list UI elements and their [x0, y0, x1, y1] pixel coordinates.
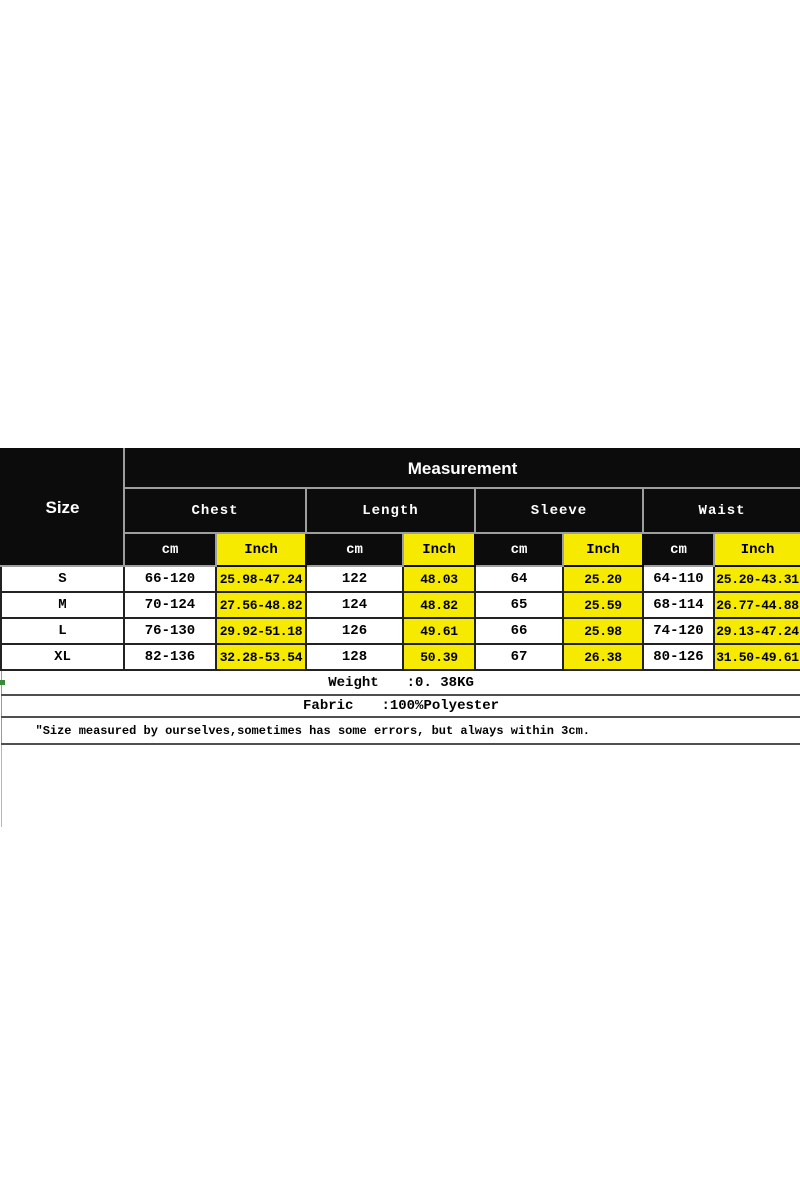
- length-inch-value: 48.03: [403, 566, 475, 592]
- length-cm-value: 128: [306, 644, 403, 670]
- size-chart-table: [0, 448, 800, 827]
- waist-inch-value: 29.13-47.24: [714, 618, 800, 644]
- chest-inch-value: 27.56-48.82: [216, 592, 306, 618]
- chest-inch-value: 32.28-53.54: [216, 644, 306, 670]
- chest-cm-value: 76-130: [124, 618, 216, 644]
- sleeve-inch-value: 25.59: [563, 592, 643, 618]
- sleeve-cm-value: 66: [475, 618, 563, 644]
- length-cm-value: 124: [306, 592, 403, 618]
- size-label: S: [1, 566, 124, 592]
- green-artifact-mark: [0, 680, 5, 685]
- weight-label: Weight: [328, 674, 379, 691]
- fabric-value: :100%Polyester: [381, 698, 500, 714]
- sleeve-inch-value: 26.38: [563, 644, 643, 670]
- waist-cm-value: 74-120: [643, 618, 714, 644]
- header-row-title: [1, 449, 800, 488]
- size-label: XL: [1, 644, 124, 670]
- note-row: [1, 717, 800, 744]
- waist-cm-value: 68-114: [643, 592, 714, 618]
- empty-footer-row: [1, 744, 800, 827]
- waist-inch-value: 25.20-43.31: [714, 566, 800, 592]
- length-cm-value: 126: [306, 618, 403, 644]
- unit-header-length-cm: cm: [306, 533, 403, 566]
- table-row-xl: [1, 644, 800, 670]
- table-row-m: [1, 592, 800, 618]
- chest-inch-value: 25.98-47.24: [216, 566, 306, 592]
- length-cm-value: 122: [306, 566, 403, 592]
- group-header-chest: Chest: [124, 488, 306, 533]
- group-header-waist: Waist: [643, 488, 800, 533]
- length-inch-value: 50.39: [403, 644, 475, 670]
- unit-header-chest-cm: cm: [124, 533, 216, 566]
- table-row-l: [1, 618, 800, 644]
- waist-cm-value: 80-126: [643, 644, 714, 670]
- size-column-header: Size: [1, 449, 124, 566]
- table-row-s: [1, 566, 800, 592]
- unit-header-chest-inch: Inch: [216, 533, 306, 566]
- chest-cm-value: 70-124: [124, 592, 216, 618]
- fabric-label: Fabric: [303, 698, 354, 714]
- measurement-note: "Size measured by ourselves,sometimes has some errors, but always within 3cm.: [1, 717, 800, 744]
- weight-row: [1, 670, 800, 695]
- sleeve-cm-value: 65: [475, 592, 563, 618]
- length-inch-value: 49.61: [403, 618, 475, 644]
- fabric-row: [1, 695, 800, 717]
- group-header-sleeve: Sleeve: [475, 488, 643, 533]
- sleeve-cm-value: 64: [475, 566, 563, 592]
- chest-cm-value: 82-136: [124, 644, 216, 670]
- waist-inch-value: 31.50-49.61: [714, 644, 800, 670]
- unit-header-length-inch: Inch: [403, 533, 475, 566]
- length-inch-value: 48.82: [403, 592, 475, 618]
- chest-cm-value: 66-120: [124, 566, 216, 592]
- unit-header-sleeve-inch: Inch: [563, 533, 643, 566]
- size-label: M: [1, 592, 124, 618]
- sleeve-inch-value: 25.98: [563, 618, 643, 644]
- unit-header-waist-cm: cm: [643, 533, 714, 566]
- sleeve-cm-value: 67: [475, 644, 563, 670]
- weight-value: :0. 38KG: [406, 674, 474, 691]
- unit-header-waist-inch: Inch: [714, 533, 800, 566]
- unit-header-sleeve-cm: cm: [475, 533, 563, 566]
- sleeve-inch-value: 25.20: [563, 566, 643, 592]
- group-header-length: Length: [306, 488, 475, 533]
- waist-cm-value: 64-110: [643, 566, 714, 592]
- measurement-title: Measurement: [124, 449, 800, 488]
- chest-inch-value: 29.92-51.18: [216, 618, 306, 644]
- size-label: L: [1, 618, 124, 644]
- waist-inch-value: 26.77-44.88: [714, 592, 800, 618]
